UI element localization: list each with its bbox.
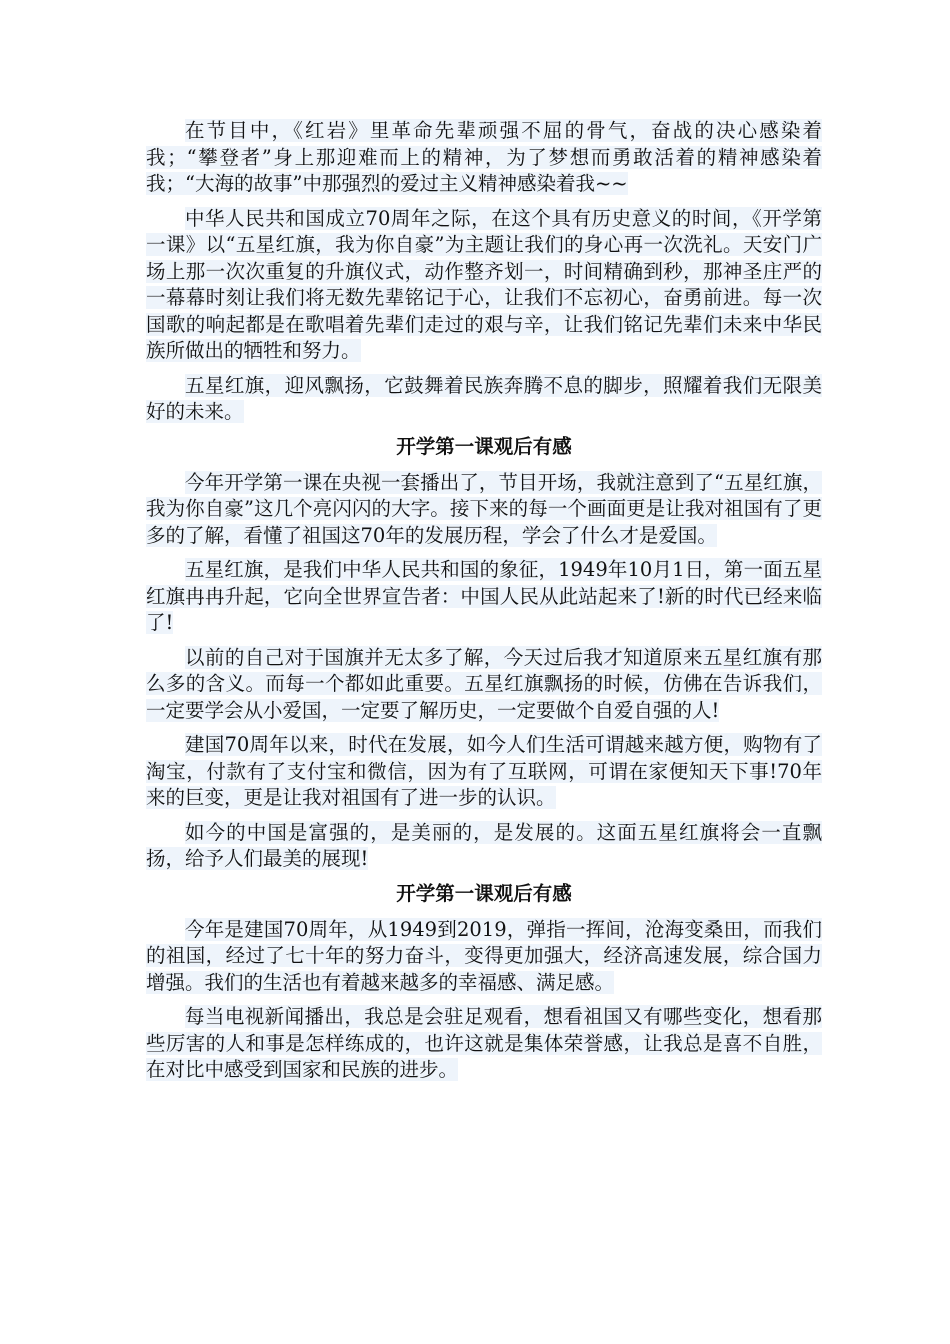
paragraph-text: 五星红旗，迎风飘扬，它鼓舞着民族奔腾不息的脚步，照耀着我们无限美好的未来。 [146,373,822,423]
paragraph [146,206,822,365]
paragraph [146,1004,822,1084]
paragraph [146,645,822,725]
paragraph-text: 在节目中，《红岩》里革命先辈顽强不屈的骨气，奋战的决心感染着我；“攀登者”身上那迎难而上的精神，为了梦想而勇敢活着的精神感染着我；“大海的故事”中那强烈的爱过主义精神感染着我~~ [146,119,822,195]
paragraph [146,917,822,997]
paragraph [146,557,822,637]
paragraph-text: 今年是建国70周年，从1949到2019，弹指一挥间，沧海变桑田，而我们的祖国，经过了七十年的努力奋斗，变得更加强大，经济高速发展，综合国力增强。我们的生活也有着越来越多的幸福感、满足感。 [146,917,822,994]
paragraph-text: 以前的自己对于国旗并无太多了解，今天过后我才知道原来五星红旗有那么多的含义。而每一个都如此重要。五星红旗飘扬的时候，仿佛在告诉我们，一定要学会从小爱国，一定要了解历史，一定要做个自爱自强的人! [146,645,822,722]
paragraph [146,118,822,198]
section-heading: 开学第一课观后有感 [396,434,572,458]
paragraph-text: 建国70周年以来，时代在发展，如今人们生活可谓越来越方便，购物有了淘宝，付款有了支付宝和微信，因为有了互联网，可谓在家便知天下事!70年来的巨变，更是让我对祖国有了进一步的认识。 [146,733,822,809]
paragraph-text: 每当电视新闻播出，我总是会驻足观看，想看祖国又有哪些变化，想看那些厉害的人和事是怎样练成的，也许这就是集体荣誉感，让我总是喜不自胜，在对比中感受到国家和民族的进步。 [146,1005,822,1081]
paragraph-text: 今年开学第一课在央视一套播出了，节目开场，我就注意到了“五星红旗，我为你自豪”这几个亮闪闪的大字。接下来的每一个画面更是让我对祖国有了更多的了解，看懂了祖国这70年的发展历程，学会了什么才是爱国。 [146,470,822,547]
paragraph-text: 如今的中国是富强的，是美丽的，是发展的。这面五星红旗将会一直飘扬，给予人们最美的展现! [146,820,822,870]
paragraph [146,820,822,873]
paragraph-text: 五星红旗，是我们中华人民共和国的象征，1949年10月1日，第一面五星红旗冉冉升起，它向全世界宣告者：中国人民从此站起来了!新的时代已经来临了! [146,558,822,634]
paragraph-text: 中华人民共和国成立70周年之际，在这个具有历史意义的时间，《开学第一课》以“五星红旗，我为你自豪”为主题让我们的身心再一次洗礼。天安门广场上那一次次重复的升旗仪式，动作整齐划一，时间精确到秒，那神圣庄严的一幕幕时刻让我们将无数先辈铭记于心，让我们不忘初心，奋勇前进。每一次国歌的响起都是在歌唱着先辈们走过的艰与辛，让我们铭记先辈们未来中华民族所做出的牺牲和努力。 [146,206,822,362]
paragraph [146,732,822,812]
section-heading: 开学第一课观后有感 [396,881,572,905]
paragraph [146,470,822,550]
paragraph [146,373,822,426]
document-page [146,118,822,1092]
